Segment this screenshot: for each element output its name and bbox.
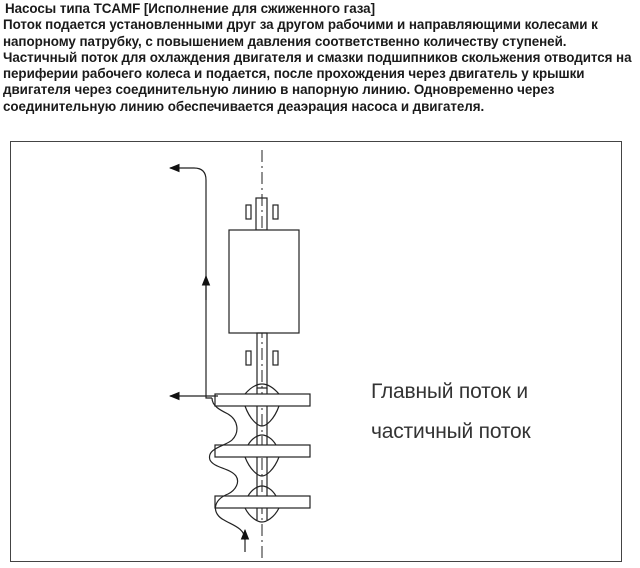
main-flow-path [209,398,245,540]
description-paragraph: Поток подается установленными друг за другом рабочими и направляющими колесами к напорному патрубку, с повышением давления соответственно количеству ступеней. Частичный поток для охлаждения двигателя и смазки подшипников скольжения отводится на периферии рабочего колеса и подается, после прохождения через двигатель у крышки двигателя через соединительную линию в напорную линию. Одновременно через соединительную линию обеспечивается деаэрация насоса и двигателя. [3,17,632,114]
caption-line-2: частичный поток [371,420,531,443]
page-title: Насосы типа TCAMF [Исполнение для сжиженного газа] [5,1,375,16]
motor-body [229,230,299,333]
caption-line-1: Главный поток и [371,380,528,403]
